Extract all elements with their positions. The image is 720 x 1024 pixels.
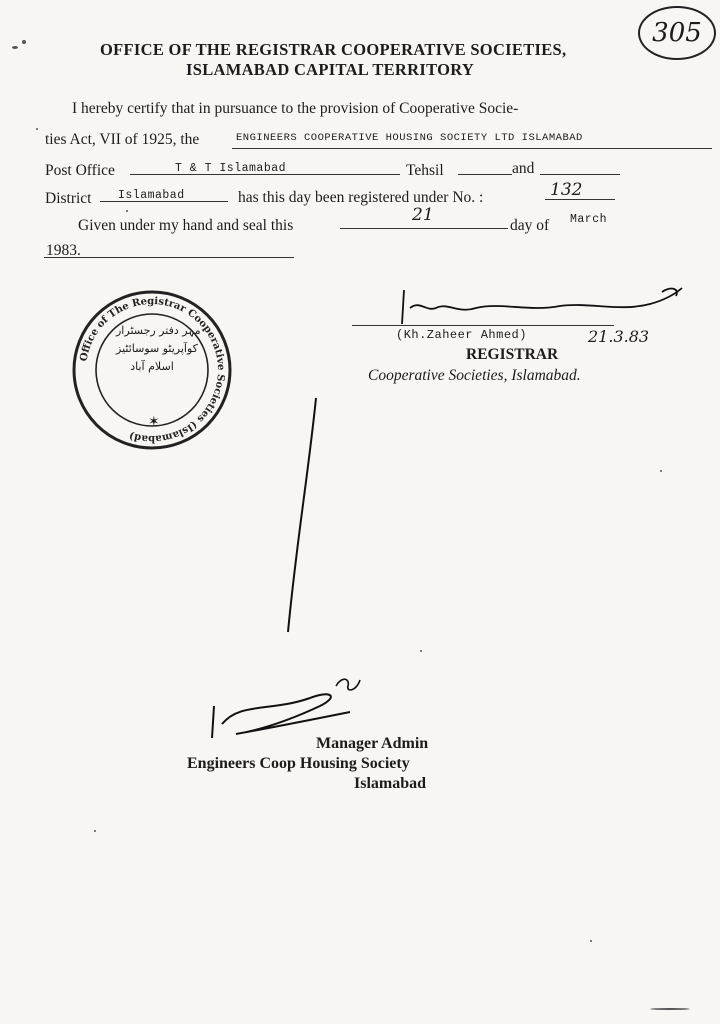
- header-line-2: ISLAMABAD CAPITAL TERRITORY: [186, 60, 475, 79]
- tehsil-label: Tehsil: [406, 162, 444, 179]
- attestation-title: Manager Admin: [316, 735, 429, 752]
- registered-text: has this day been registered under No. :: [238, 189, 484, 206]
- registration-month: March: [570, 213, 608, 226]
- page-number: 305: [638, 6, 716, 60]
- certificate-intro: I hereby certify that in pursuance to the provision of Cooperative Socie-: [72, 100, 519, 117]
- given-text: Given under my hand and seal this: [78, 217, 294, 234]
- registrar-name: (Kh.Zaheer Ahmed): [396, 328, 527, 342]
- post-office-label: Post Office: [45, 162, 115, 179]
- and-label: and: [512, 160, 535, 177]
- district-value: Islamabad: [118, 189, 185, 202]
- registrar-office: Cooperative Societies, Islamabad.: [368, 367, 581, 384]
- attestation-organization: Engineers Coop Housing Society: [187, 755, 410, 772]
- seal-inner-line-2: کوآپریٹو سوسائٹیز: [116, 342, 198, 355]
- seal-ring-text: Office of The Registrar Cooperative Societies (Islamabad): [78, 295, 227, 445]
- registrar-title: REGISTRAR: [466, 346, 559, 363]
- pen-stroke: [280, 396, 320, 636]
- act-text: ties Act, VII of 1925, the: [45, 131, 200, 148]
- attestation-city: Islamabad: [354, 775, 427, 792]
- district-label: District: [45, 190, 92, 207]
- registration-day: 21: [412, 205, 434, 225]
- registration-year: 1983.: [46, 242, 81, 259]
- society-name: ENGINEERS COOPERATIVE HOUSING SOCIETY LTD ISLAMABAD: [236, 132, 583, 144]
- header-line-1: OFFICE OF THE REGISTRAR COOPERATIVE SOCIETIES,: [100, 40, 567, 59]
- registrar-signature: [380, 282, 700, 330]
- registrar-sign-date: 21.3.83: [588, 327, 650, 346]
- seal-inner-line-3: اسلام آباد: [130, 360, 174, 373]
- seal-inner-line-1: مہر دفتر رجسٹرار: [116, 324, 201, 337]
- seal-inner-text: [116, 322, 201, 376]
- seal-star-icon: ✶: [148, 415, 160, 430]
- post-office-value: T & T Islamabad: [175, 162, 287, 175]
- day-of-label: day of: [510, 217, 550, 234]
- registration-number: 132: [550, 180, 583, 200]
